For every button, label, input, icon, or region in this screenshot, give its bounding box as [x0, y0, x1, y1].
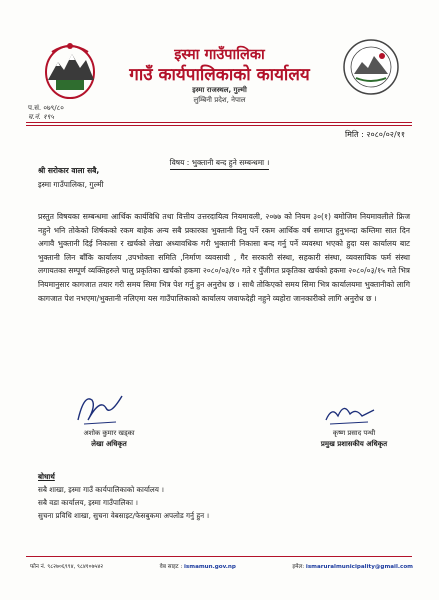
left-signature-icon — [70, 390, 130, 432]
cc-item: सबै शाखा, इस्मा गाउँ कार्यपालिकाको कार्यालय । — [38, 485, 164, 494]
dispatch-number: च.नं. १९५ — [28, 113, 54, 121]
footer-phone: फोन नं. ९८२७०६९९४, ९८४१०७५४२ — [30, 564, 104, 570]
recipient-line-2: इस्मा गाउँपालिका, गुल्मी — [38, 180, 104, 189]
footer-website-label: वेब साइट : — [159, 564, 183, 570]
header-divider — [26, 122, 412, 123]
footer-email-group — [292, 562, 413, 570]
footer-email-label: इमेल: — [292, 564, 305, 570]
left-signatory — [44, 428, 174, 449]
municipality-name: इस्मा गाउँपालिका — [174, 47, 265, 63]
header-divider-thin — [26, 125, 412, 126]
right-signature-icon — [320, 398, 380, 430]
office-name: गाउँ कार्यपालिकाको कार्यालय — [129, 65, 310, 85]
left-signatory-title: लेखा अधिकृत — [91, 440, 127, 448]
recipient-line-1: श्री सरोकार वाला सबै, — [38, 166, 100, 175]
left-signatory-name: अशोक कुमार खड्का — [83, 429, 135, 437]
footer-website-link[interactable]: ismamun.gov.np — [184, 564, 236, 570]
footer-website-group — [160, 562, 236, 570]
cc-heading: बोधार्थ — [38, 472, 55, 481]
cc-item: सुचना प्रविधि शाखा, सुचना वेबसाइट/फेसबुकमा अपलोड गर्नु हुन । — [38, 511, 210, 520]
subject-text: विषय : भुक्तानी बन्द हुने सम्बन्धमा । — [170, 158, 270, 170]
address-line-1: इस्मा राजस्थल, गुल्मी — [192, 86, 247, 94]
letter-body: प्रस्तुत विषयका सम्बन्धमा आर्थिक कार्यविधि तथा वित्तीय उत्तरदायित्व नियमावली, २०७७ को नियम ३०(१) बमोजिम नियमावलीले फ्रिज नहुने भनि तोकेको शिर्षकको रकम बाहेक अन्य सबै प्रकारका भुक्तानी दिनु पर्ने रकम आर्थिक वर्ष समाप्त हुनुभन्दा कम्तिमा सात दिन अगावै भुक्तानी दिई निकासा र खर्चको लेखा अध्यावधिक गरी भुक्तानी निकासा बन्द गर्नु पर्ने व्यवस्था भएको हुदा यस कार्यालय बाट भुक्तानी लिन बाँकि कार्यालय ,उपभोक्ता समिति ,निर्माण व्यवसायी , गैर सरकारी संस्था, सहकारी संस्था, व्यवसायिक फर्म संस्था लगायतका सम्पूर्ण व्यक्तिहरुले चालु प्रकृतिका खर्चको हकमा २०८०/०३/१० गते र पुँजीगत प्रकृतिका खर्चको हकमा २०८०/०३/१५ गते भित्र नियमानुसार कागजात तयार गरी समय सिमा भित्र पेश गर्नु हुन अनुरोध छ । साथै तोकिएको समय सिमा भित्र कार्यालयमा भुक्तानीको लागि कागजात पेश नभएमा/भुक्तानी नलिएमा यस गाउँपालिकाको कार्यालय जवाफदेही नहुने व्यहोरा जानकारीको लागि अनुरोध छ । — [38, 212, 410, 303]
footer-divider — [26, 556, 412, 557]
address-line-2: लुम्बिनी प्रदेश, नेपाल — [193, 96, 246, 104]
cc-item: सबै वडा कार्यालय, इस्मा गाउँपालिका । — [38, 498, 138, 507]
right-signatory — [284, 428, 424, 449]
footer-email-link[interactable]: ismaruralmunicipality@gmail.com — [305, 564, 413, 570]
footer — [30, 562, 413, 570]
cc-list — [38, 470, 209, 522]
right-signatory-name: कृष्ण प्रसाद पन्थी — [332, 429, 376, 437]
reference-number: प.सं. ०७९/८० — [28, 104, 64, 112]
letter-date: मिति : २०८०/०२/११ — [345, 130, 405, 139]
right-signatory-title: प्रमुख प्रशासकीय अधिकृत — [320, 440, 388, 448]
